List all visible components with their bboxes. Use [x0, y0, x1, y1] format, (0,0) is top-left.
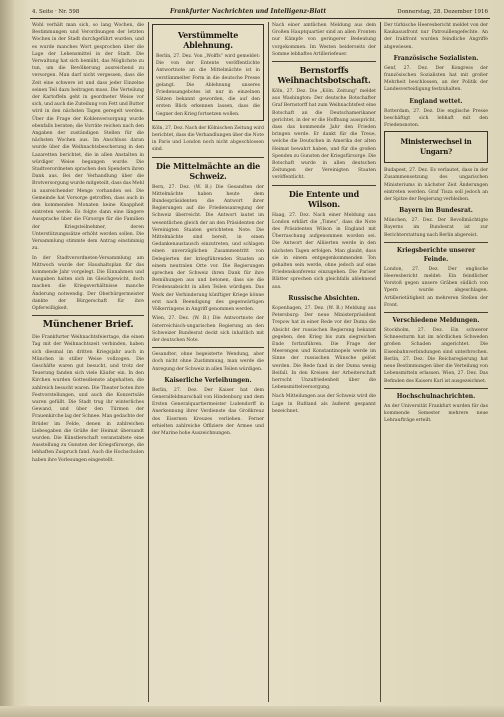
text-turkey: Der türkische Heeresbericht meldet von der Kaukasusfront nur Patrouillengefechte. An der Irakfront wurden feindliche Angriffe abgewiesen. [384, 23, 488, 50]
divider [384, 388, 488, 389]
text-hungary: Budapest, 27. Dez. Es verlautet, dass in der Zusammensetzung des ungarischen Ministeriums in nächster Zeit Änderungen eintreten werden. Graf Tisza soll jedoch an der Spitze der Regierung verbleiben. [384, 168, 488, 203]
text-report: Nach einer amtlichen Meldung aus dem Großen Hauptquartier sind an allen Fronten nur Kämpfe von geringerer Bedeutung vorgekommen. Im Westen beiderseits der Somme lebhaftes Artilleriefeuer. [272, 23, 376, 57]
headline-university: Hochschulnachrichten. [396, 392, 476, 400]
page-bottom-edge [0, 706, 504, 717]
divider [32, 315, 144, 316]
column-rule [380, 22, 381, 702]
headline-bernstorff: Bernstorffs Weihnachtsbotschaft. [277, 65, 371, 86]
headline-decorations: Kaiserliche Verleihungen. [164, 376, 252, 384]
column-2 [152, 22, 264, 702]
divider [152, 157, 264, 158]
divider [272, 185, 376, 186]
divider [384, 312, 488, 313]
issue-date: Donnerstag, 28. Dezember 1916 [397, 9, 488, 15]
column-3 [272, 22, 376, 702]
text-entente: Haag, 27. Dez. Nach einer Meldung aus London erklärt die „Times“, dass die Note des Präsidenten Wilson in England mit Überraschung aufgenommen worden sei. Die Antwort der Alliierten werde in den nächsten Tagen erfolgen. Man glaubt, dass sie in einem entgegenkommenden Ton gehalten sein werde, ohne jedoch auf eine Friedenskonferenz einzugehen. Die Pariser Blätter sprechen sich gleichfalls ablehnend aus. [272, 212, 376, 290]
page-number: 4. Seite · Nr. 598 [32, 9, 80, 15]
text-england: Rotterdam, 27. Dez. Die englische Presse beschäftigt sich lebhaft mit den Friedensnoten. [384, 108, 488, 129]
headline-entente: Die Entente und Wilson. [288, 188, 360, 209]
text-russia: Kopenhagen, 27. Dez. (W. B.) Meldung aus Petersburg: Der neue Ministerpräsident Trepow hat in einer Rede vor der Duma die Absicht der russischen Regierung bekannt gegeben, den Krieg bis zum siegreichen Ende fortzuführen. Die Frage der Meerengen und Konstantinopels werde im Sinne der russischen Wünsche gelöst werden. Die Rede fand in der Duma wenig Beifall. In den Kreisen der Arbeiterschaft herrscht Unzufriedenheit über die Lebensmittelversorgung. [272, 305, 376, 391]
divider [272, 61, 376, 62]
column-4 [384, 22, 488, 702]
headline-enemy-reports: Kriegsberichte unserer Feinde. [396, 246, 476, 263]
boxed-article [152, 24, 264, 121]
newspaper-title: Frankfurter Nachrichten und Intelligenz-Blatt [170, 8, 327, 15]
headline-england: England wettet. [409, 97, 463, 105]
text-university: An der Universität Frankfurt wurden für das kommende Semester mehrere neue Lehraufträge erteilt. [384, 403, 488, 424]
column-1 [32, 22, 144, 702]
text-enemy-reports: London, 27. Dez. Der englische Heeresbericht meldet: Ein feindlicher Vorstoß gegen unsere Gräben südlich von Ypern wurde abgeschlagen. Artillerietätigkeit an mehreren Stellen der Front. [384, 266, 488, 308]
page-header [30, 6, 490, 19]
article-local-news: Wohl verhält man sich, so lang Wochen, die Bestimmungen und Verordnungen der letzten Wochen in der Stadt durchgeführt wurden, und es wurde manches Wort gesprochen über die Lage der Lebensmittel in der Stadt. Die Verwaltung hat sich bemüht, das Möglichste zu tun, um die Bevölkerung ausreichend zu versorgen. Man darf nicht vergessen, dass die Zeit eine schwere ist und dass jeder Einzelne seinen Teil dazu beitragen muss. Die Verteilung der Kartoffeln geht in geordneter Weise vor sich, und auch die Zuteilung von Fett und Butter wird in den nächsten Tagen geregelt werden. Über die Frage der Kohlenversorgung wurde ebenfalls beraten; die Vorräte reichen nach den Angaben der zuständigen Stellen für die nächsten Wochen aus. Im Anschluss daran wurde über die Weihnachtsbescherung in den Lazaretten berichtet, die in allen Anstalten in würdiger Weise begangen wurde. Die Stadtverordneten sprachen den Spendern ihren Dank aus. Bei der Verhandlung über die Brotversorgung wurde mitgeteilt, dass das Mehl in ausreichender Menge vorhanden sei. Die Gemeinde hat Vorsorge getroffen, dass auch in den kommenden Monaten keine Knappheit eintreten werde. Es folgte dann eine längere Aussprache über die Fürsorge für die Familien der Kriegsteilnehmer, deren Unterstützungssätze erhöht werden sollen. Die Versammlung stimmte dem Antrag einstimmig zu. [32, 23, 144, 252]
text-vienna: Wien, 27. Dez. (W. B.) Die Antwortnote der österreichisch-ungarischen Regierung an den Schweizer Bundesrat deckt sich inhaltlich mit der deutschen Note. [152, 316, 264, 343]
text-cologne: Köln, 27. Dez. Nach der Kölnischen Zeitung wird berichtet, dass die Verhandlungen über die Note in Paris und London noch nicht abgeschlossen sind. [152, 125, 264, 153]
divider [152, 347, 264, 348]
column-rule [148, 22, 149, 702]
text-decorations: Berlin, 27. Dez. Der Kaiser hat dem Generalfeldmarschall von Hindenburg und dem Ersten Generalquartiermeister Ludendorff in Anerkennung ihrer Verdienste das Großkreuz des Eisernen Kreuzes verliehen. Ferner erhielten zahlreiche Offiziere der Armee und der Marine hohe Auszeichnungen. [152, 387, 264, 436]
headline-switzerland: Die Mittelmächte an die Schweiz. [155, 160, 261, 181]
text-rejection: Berlin, 27. Dez. Von „Wolffs“ wird gemeldet: Die von der Entente veröffentlichte Antwortnote an die Mittelmächte ist in verstümmelter Form in die deutsche Presse gelangt. Die Ablehnung unseres Friedensangebotes ist nur in einzelnen Sätzen bekannt geworden, die auf den ersten Blick erkennen lassen, dass die Gegner den Krieg fortsetzen wollen. [156, 54, 260, 117]
headline-misc: Verschiedene Meldungen. [392, 317, 480, 325]
headline-socialists: Französische Sozialisten. [393, 54, 479, 62]
headline-rejection: Verstümmelte Ablehnung. [177, 30, 239, 50]
article-city-council: In der Stadtverordneten-Versammlung am Mittwoch wurde der Haushaltsplan für das kommende Jahr vorgelegt. Die Einnahmen und Ausgaben halten sich im Gleichgewicht, doch machen die Kriegsverhältnisse manche Änderung notwendig. Der Oberbürgermeister dankte der Bürgerschaft für ihre Opferwilligkeit. [32, 255, 144, 311]
feature-text: Die Frankfurter Weihnachtsfeiertage, die einen Tag mit der Weihnachtszeit verbinden, haben sich diesmal im dritten Kriegsjahr auch in München in stiller Weise vollzogen. Die Geschäfte waren gut besucht, und trotz der Teuerung fanden sich viele Käufer ein. In den Kirchen wurden Gottesdienste abgehalten, die zahlreich besucht waren. Die Theater boten ihre Festvorstellungen, und auch die Konzertsäle waren gefüllt. Die Stadt trug ihr winterliches Gewand, und über den Türmen der Frauenkirche lag der Schnee. Man gedachte der Brüder im Felde, denen in zahlreichen Liebesgaben die Grüße der Heimat übersandt wurden. Die Künstlerschaft veranstaltete eine Ausstellung zu Gunsten der Kriegsfürsorge, die lebhaften Zuspruch fand. Auch die Hochschulen haben ihre Vorlesungen eingestellt. [32, 335, 144, 463]
text-continuation: Gesandter, ohne begeisterte Wendung, aber doch nicht ohne Zustimmung, man werde die Anregung der Schweiz in allen Teilen würdigen. [152, 352, 264, 372]
text-russia-2: Nach Mitteilungen aus der Schweiz wird die Lage in Rußland als äußerst gespannt bezeichnet. [272, 394, 376, 414]
headline-bavaria: Bayern im Bundesrat. [399, 207, 473, 215]
page-binding-shadow [0, 0, 14, 717]
text-misc: Stockholm, 27. Dez. Ein schwerer Schneesturm hat im nördlichen Schweden großen Schaden angerichtet. Die Eisenbahnverbindungen sind unterbrochen. Berlin, 27. Dez. Die Reichsregierung hat neue Bestimmungen über die Verteilung von Lebensmitteln erlassen. Wien, 27. Dez. Das Befinden des Kaisers Karl ist ausgezeichnet. [384, 328, 488, 384]
text-bernstorff: Köln, 27. Dez. Die „Köln. Zeitung“ meldet aus Washington: Der deutsche Botschafter Graf Bernstorff hat zum Weihnachtsfest eine Botschaft an die Deutschamerikaner gerichtet, in der er die Hoffnung ausspricht, dass das kommende Jahr den Frieden bringen werde. Er dankt für die Treue, welche die Deutschen in Amerika der alten Heimat bewahrt haben, und für die großen Spenden zu Gunsten der Kriegsfürsorge. Die Botschaft wurde in allen deutschen Zeitungen der Vereinigten Staaten veröffentlicht. [272, 89, 376, 181]
text-switzerland: Bern, 27. Dez. (W. B.) Die Gesandten der Mittelmächte haben heute dem Bundespräsidenten die Antwort ihrer Regierungen auf die Friedensanregung der Schweiz überreicht. Die Antwort lautet im wesentlichen gleich der an den Präsidenten der Vereinigten Staaten gerichteten Note. Die Mittelmächte sind bereit, in einen Gedankenaustausch einzutreten, und schlagen einen unverzüglichen Zusammentritt von Delegierten der kriegführenden Staaten an einem neutralen Orte vor. Die Regierungen sprechen der Schweiz ihren Dank für ihre Bemühungen aus und betonen, dass sie die Friedensabsicht in allen Teilen würdigen. Das Werk der Verhinderung künftiger Kriege könne erst nach Beendigung des gegenwärtigen Völkerringens in Angriff genommen werden. [152, 184, 264, 313]
column-rule [268, 22, 269, 702]
headline-russia: Russische Absichten. [288, 294, 360, 302]
boxed-article-hungary [384, 131, 488, 163]
headline-hungary: Ministerwechsel in Ungarn? [400, 137, 472, 157]
text-socialists: Genf, 27. Dez. Der Kongress der französischen Sozialisten hat mit großer Mehrheit beschlossen, an der Politik der Landesverteidigung festzuhalten. [384, 65, 488, 93]
divider [384, 242, 488, 243]
feature-headline: Münchener Brief. [42, 319, 134, 331]
text-bavaria: München, 27. Dez. Der Bevollmächtigte Bayerns im Bundesrat ist zur Berichterstattung nach Berlin abgereist. [384, 218, 488, 238]
